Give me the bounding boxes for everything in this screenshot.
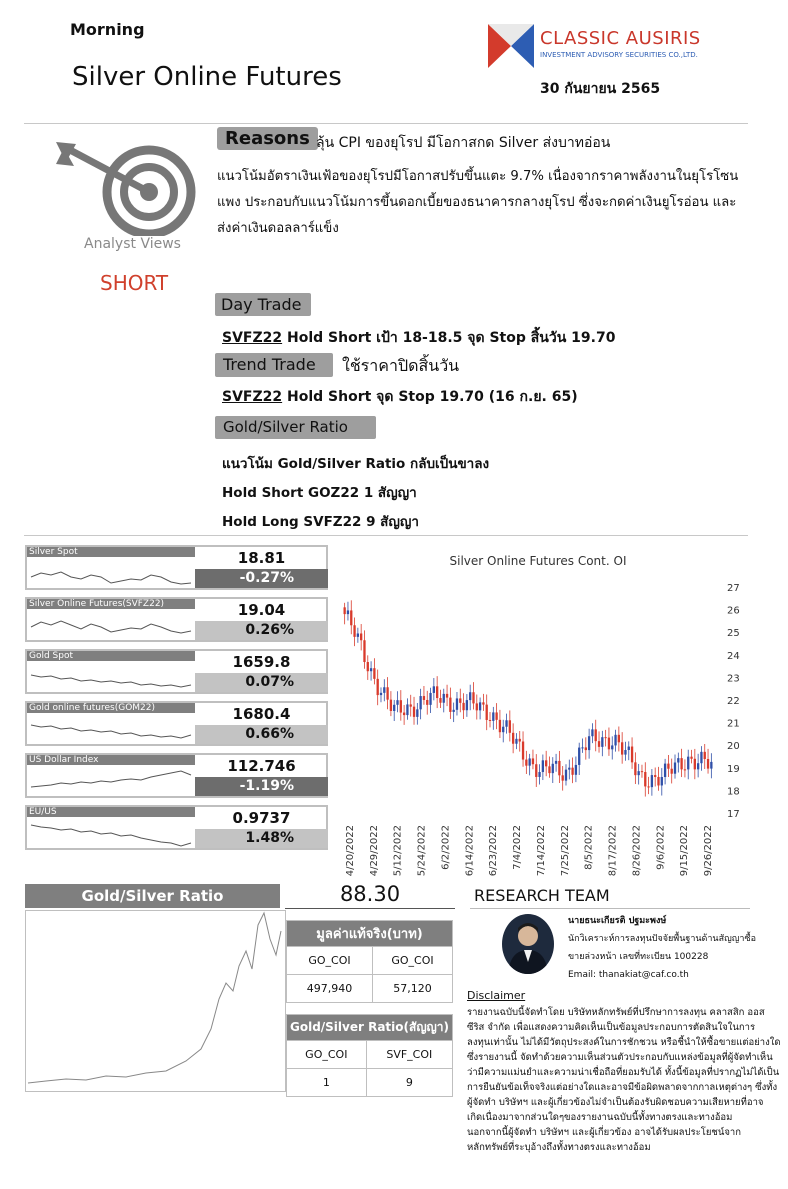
candle-body xyxy=(694,759,696,770)
table-cell: 497,940 xyxy=(287,975,373,1003)
x-tick-label: 4/29/2022 xyxy=(368,825,380,877)
gs-ratio-line-svg xyxy=(26,911,285,1091)
market-name: Silver Online Futures(SVFZ22) xyxy=(27,599,195,609)
reasons-line: แพง ประกอบกับแนวโน้มการขึ้นดอกเบี้ยของธนาคารกลางยุโรป ซึ่งจะกดค่าเงินยูโรอ่อน และ xyxy=(217,195,737,210)
candle-body xyxy=(604,737,606,738)
market-box-silver-spot xyxy=(25,545,328,590)
company-logo xyxy=(488,24,738,72)
market-change: -0.27% xyxy=(195,569,328,588)
disclaimer-line: รายงานฉบับนี้จัดทำโดย บริษัทหลักทรัพย์ที่ปรึกษาการลงทุน คลาสสิก ออส xyxy=(467,1007,765,1018)
market-change: 0.07% xyxy=(195,673,328,692)
candle-body xyxy=(575,765,577,775)
ratio-table xyxy=(286,1014,453,1097)
candle-body xyxy=(383,687,385,693)
candle-body xyxy=(684,769,686,770)
candle-body xyxy=(591,729,593,736)
y-tick-label: 18 xyxy=(727,786,740,798)
x-tick-label: 5/12/2022 xyxy=(392,825,404,877)
candle-body xyxy=(548,766,550,773)
disclaimer-line: ลงทุนเท่านั้น ไม่ได้มีวัตถุประสงค์ในการชักชวน หรือชี้นำให้ซื้อขายแต่อย่างใด xyxy=(467,1037,781,1048)
logo-mark-icon xyxy=(488,24,534,68)
candle-body xyxy=(651,775,653,787)
day-trade-signal xyxy=(222,327,615,349)
candle-body xyxy=(396,700,398,705)
y-tick-label: 23 xyxy=(727,673,740,685)
ratio-line: แนวโน้ม Gold/Silver Ratio กลับเป็นขาลง xyxy=(222,456,490,472)
silver-oi-chart xyxy=(335,545,751,880)
candle-body xyxy=(443,694,445,703)
candle-body xyxy=(486,705,488,720)
disclaimer-line: ซีริส จำกัด เพื่อแสดงความคิดเห็นเป็นข้อมูลประกอบการตัดสินใจในการ xyxy=(467,1022,756,1033)
candle-body xyxy=(661,777,663,785)
candle-body xyxy=(439,698,441,703)
candle-body xyxy=(571,768,573,775)
market-price: 112.746 xyxy=(227,757,296,775)
candle-body xyxy=(509,720,511,733)
market-change: 0.26% xyxy=(195,621,328,640)
y-tick-label: 27 xyxy=(727,583,740,594)
candle-body xyxy=(677,758,679,762)
market-box-silver-futures xyxy=(25,597,328,642)
candle-body xyxy=(710,762,712,769)
x-tick-label: 9/26/2022 xyxy=(703,825,714,877)
candle-body xyxy=(410,704,412,706)
ratio-section-lines xyxy=(222,450,489,537)
candle-body xyxy=(390,700,392,711)
candle-body xyxy=(525,760,527,766)
candle-body xyxy=(423,696,425,700)
value-table-title: มูลค่าแท้จริง(บาท) xyxy=(287,921,453,947)
candle-body xyxy=(641,771,643,772)
candle-body xyxy=(565,770,567,781)
candle-body xyxy=(585,747,587,750)
candle-body xyxy=(581,747,583,748)
candle-body xyxy=(538,772,540,777)
market-box-gold-futures xyxy=(25,701,328,746)
candle-body xyxy=(522,742,524,760)
candle-body xyxy=(367,662,369,671)
trend-trade-note: ใช้ราคาปิดสิ้นวัน xyxy=(342,356,460,375)
candle-body xyxy=(680,758,682,769)
target-arrow-icon xyxy=(52,140,198,236)
market-price: 1680.4 xyxy=(232,705,291,723)
x-tick-label: 6/14/2022 xyxy=(464,825,476,877)
x-tick-label: 9/15/2022 xyxy=(679,825,691,877)
analyst-avatar xyxy=(502,914,554,974)
reasons-line: ส่งค่าเงินดอลลาร์แข็ง xyxy=(217,221,339,236)
day-trade-symbol: SVFZ22 xyxy=(222,330,283,346)
candle-body xyxy=(555,761,557,764)
reasons-body xyxy=(217,164,738,242)
x-tick-label: 4/20/2022 xyxy=(345,825,356,877)
candle-body xyxy=(453,710,455,712)
candle-body xyxy=(697,763,699,769)
candle-body xyxy=(528,758,530,765)
gs-ratio-value: 88.30 xyxy=(339,882,401,906)
candle-body xyxy=(687,757,689,770)
candle-body xyxy=(667,764,669,769)
reasons-label: Reasons xyxy=(217,127,318,150)
market-name: Gold Spot xyxy=(27,651,195,661)
disclaimer-line: ว่ามีความแม่นยำและความน่าเชื่อถือที่ยอมรับได้ ทั้งนี้ข้อมูลที่ปรากฏไม่ได้เป็น xyxy=(467,1067,780,1078)
y-tick-label: 22 xyxy=(727,696,740,707)
trend-trade-signal xyxy=(222,386,578,408)
market-change: -1.19% xyxy=(195,777,328,796)
candle-body xyxy=(347,610,349,614)
candle-body xyxy=(700,752,702,763)
table-header: GO_COI xyxy=(287,947,373,975)
candle-body xyxy=(634,762,636,775)
sparkline xyxy=(29,611,193,641)
candle-body xyxy=(446,694,448,698)
trend-trade-badge xyxy=(215,353,333,377)
gs-ratio-value-underline xyxy=(285,908,455,909)
day-trade-text: Hold Short เป้า 18-18.5 จุด Stop สิ้นวัน 19.70 xyxy=(282,330,616,346)
research-contact xyxy=(568,912,756,984)
candle-body xyxy=(601,737,603,747)
ratio-section-label: Gold/Silver Ratio xyxy=(223,418,348,436)
candle-body xyxy=(403,713,405,716)
candle-body xyxy=(456,698,458,709)
candle-body xyxy=(502,727,504,732)
candle-body xyxy=(380,693,382,695)
candle-body xyxy=(449,698,451,712)
candle-body xyxy=(664,764,666,777)
candle-body xyxy=(515,739,517,744)
trend-trade-text: Hold Short จุด Stop 19.70 (16 ก.ย. 65) xyxy=(282,389,578,405)
candle-body xyxy=(360,633,362,640)
candle-body xyxy=(707,759,709,769)
table-header: SVF_COI xyxy=(366,1041,452,1069)
market-change: 1.48% xyxy=(195,829,328,848)
disclaimer xyxy=(467,988,781,1155)
x-tick-label: 8/5/2022 xyxy=(583,825,595,870)
table-header: GO_COI xyxy=(372,947,452,975)
reasons-headline: ลุ้น CPI ของยุโรป มีโอกาสกด Silver ส่งบาทอ่อน xyxy=(316,135,611,151)
x-tick-label: 7/14/2022 xyxy=(535,825,547,877)
sparkline xyxy=(29,715,193,745)
candle-body xyxy=(462,703,464,710)
candle-body xyxy=(631,747,633,763)
x-tick-label: 9/6/2022 xyxy=(655,825,667,870)
candle-body xyxy=(492,712,494,720)
disclaimer-line: ผู้จัดทำ บริษัทฯ และผู้เกี่ยวข้องไม่จำเป็นต้องรับผิดชอบความเสียหายที่อาจ xyxy=(467,1097,764,1108)
research-team-heading: RESEARCH TEAM xyxy=(474,886,610,905)
table-cell: 57,120 xyxy=(372,975,452,1003)
candle-body xyxy=(644,772,646,786)
candle-body xyxy=(466,700,468,710)
candle-body xyxy=(611,745,613,749)
candle-body xyxy=(363,640,365,662)
header-divider xyxy=(24,123,748,124)
trend-trade-symbol: SVFZ22 xyxy=(222,389,283,405)
candle-body xyxy=(350,610,352,625)
y-tick-label: 17 xyxy=(727,809,740,820)
candle-body xyxy=(578,748,580,765)
market-price: 0.9737 xyxy=(232,809,291,827)
analyst-role: นักวิเคราะห์การลงทุนปัจจัยพื้นฐานด้านสัญญาซื้อ xyxy=(568,934,756,944)
x-tick-label: 7/4/2022 xyxy=(512,825,524,870)
x-tick-label: 7/25/2022 xyxy=(559,825,571,877)
candlestick-chart-svg xyxy=(335,545,751,880)
candle-body xyxy=(638,771,640,775)
mid-divider xyxy=(24,535,748,536)
page-title: Silver Online Futures xyxy=(72,62,342,92)
disclaimer-line: การยืนยันข้อเท็จจริงแต่อย่างใดและอาจมีข้อผิดพลาดจากกาลเหตุต่างๆ ซึ่งทั้ง xyxy=(467,1082,778,1093)
gs-ratio-label: Gold/Silver Ratio xyxy=(81,887,224,905)
disclaimer-line: ซึ่งรายงานนี้ จัดทำด้วยความเห็นส่วนตัวประกอบกับแหล่งข้อมูลที่ผู้จัดทำเห็น xyxy=(467,1052,773,1063)
market-price: 19.04 xyxy=(237,601,286,619)
candle-body xyxy=(542,760,544,772)
y-tick-label: 20 xyxy=(727,741,740,753)
table-cell: 1 xyxy=(287,1069,367,1097)
candle-body xyxy=(357,633,359,636)
candle-body xyxy=(532,758,534,764)
candle-body xyxy=(568,768,570,770)
day-trade-badge xyxy=(215,293,311,316)
candle-body xyxy=(353,625,355,637)
disclaimer-title: Disclaimer xyxy=(467,989,526,1002)
x-tick-label: 6/23/2022 xyxy=(488,825,500,877)
candle-body xyxy=(436,686,438,698)
x-tick-label: 5/24/2022 xyxy=(416,825,428,877)
disclaimer-line: นอกจากนี้ผู้จัดทำ บริษัทฯ และผู้เกี่ยวข้อง อาจได้รับผลประโยชน์จาก xyxy=(467,1127,741,1138)
candle-body xyxy=(588,736,590,750)
candle-body xyxy=(426,700,428,705)
candle-body xyxy=(413,707,415,717)
candle-body xyxy=(495,712,497,719)
analyst-views-caption: Analyst Views xyxy=(84,236,181,252)
candle-body xyxy=(545,760,547,766)
analyst-email: Email: thanakiat@caf.co.th xyxy=(568,970,689,980)
disclaimer-line: เกิดเนื่องมาจากส่วนใดๆของรายงานฉบับนี้ทั้งทางตรงและทางอ้อม xyxy=(467,1112,733,1123)
candle-body xyxy=(562,775,564,780)
sparkline xyxy=(29,819,193,849)
y-tick-label: 25 xyxy=(727,628,740,640)
day-trade-label: Day Trade xyxy=(221,295,302,314)
candle-body xyxy=(393,705,395,711)
y-tick-label: 19 xyxy=(727,763,740,775)
candle-body xyxy=(657,777,659,786)
trend-trade-label: Trend Trade xyxy=(223,355,316,374)
market-price: 1659.8 xyxy=(232,653,291,671)
candle-body xyxy=(647,786,649,787)
candle-body xyxy=(519,739,521,742)
analyst-license: ขายล่วงหน้า เลขที่ทะเบียน 100228 xyxy=(568,952,709,962)
chart-title: Silver Online Futures Cont. OI xyxy=(449,554,627,568)
candle-body xyxy=(489,720,491,721)
candle-body xyxy=(429,693,431,705)
candle-body xyxy=(608,738,610,750)
candle-body xyxy=(621,742,623,754)
table-header: GO_COI xyxy=(287,1041,367,1069)
y-tick-label: 26 xyxy=(727,605,740,617)
candle-body xyxy=(377,679,379,695)
reasons-line: แนวโน้มอัตราเงินเฟ้อของยุโรปมีโอกาสปรับขึ้นแตะ 9.7% เนื่องจากราคาพลังงานในยุโรโซน xyxy=(217,169,739,184)
candle-body xyxy=(614,735,616,746)
value-table xyxy=(286,920,453,1003)
candle-body xyxy=(469,692,471,700)
candle-body xyxy=(476,703,478,710)
research-heading-underline xyxy=(470,908,750,909)
candle-body xyxy=(552,764,554,773)
ratio-table-title: Gold/Silver Ratio(สัญญา) xyxy=(287,1015,453,1041)
y-tick-label: 21 xyxy=(727,718,740,730)
reasons-badge xyxy=(217,128,318,149)
market-name: EU/US xyxy=(27,807,195,817)
candle-body xyxy=(512,733,514,744)
x-tick-label: 8/17/2022 xyxy=(607,825,619,877)
candle-body xyxy=(482,702,484,704)
analyst-name: นายธนะเกียรติ ปฐมะพงษ์ xyxy=(568,916,667,926)
session-label: Morning xyxy=(70,20,145,39)
candle-body xyxy=(373,668,375,679)
candle-body xyxy=(654,775,656,777)
candle-body xyxy=(704,752,706,759)
candle-body xyxy=(386,687,388,699)
candle-body xyxy=(558,761,560,775)
gs-ratio-header xyxy=(25,884,280,908)
gs-ratio-chart xyxy=(25,910,286,1092)
candle-body xyxy=(628,747,630,750)
candle-body xyxy=(400,700,402,712)
candle-body xyxy=(624,750,626,755)
disclaimer-line: หลักทรัพย์ที่ระบุอ้างถึงทั้งทางตรงและทางอ้อม xyxy=(467,1142,651,1153)
candle-body xyxy=(416,709,418,717)
ratio-line: Hold Short GOZ22 1 สัญญา xyxy=(222,485,417,501)
analyst-view-short: SHORT xyxy=(100,271,169,295)
analyst-portrait-icon xyxy=(502,914,554,974)
candle-body xyxy=(505,720,507,726)
candle-body xyxy=(598,741,600,747)
market-price: 18.81 xyxy=(237,549,286,567)
candle-body xyxy=(535,764,537,777)
y-tick-label: 24 xyxy=(727,650,740,662)
brand-name: CLASSIC AUSIRIS xyxy=(540,28,701,49)
x-tick-label: 6/2/2022 xyxy=(440,825,452,870)
candle-body xyxy=(472,692,474,703)
analyst-target-graphic xyxy=(52,140,198,236)
market-box-eu-us xyxy=(25,805,328,850)
ratio-line: Hold Long SVFZ22 9 สัญญา xyxy=(222,514,420,530)
candle-body xyxy=(499,720,501,732)
candle-body xyxy=(343,607,345,614)
candle-body xyxy=(479,702,481,710)
table-cell: 9 xyxy=(366,1069,452,1097)
candle-body xyxy=(618,735,620,742)
sparkline xyxy=(29,663,193,693)
candle-body xyxy=(459,698,461,702)
brand-subtitle: INVESTMENT ADVISORY SECURITIES CO.,LTD. xyxy=(540,51,698,59)
market-name: Gold online futures(GOM22) xyxy=(27,703,195,713)
x-tick-label: 8/26/2022 xyxy=(631,825,643,877)
candle-body xyxy=(419,696,421,709)
candle-body xyxy=(370,668,372,671)
market-name: Silver Spot xyxy=(27,547,195,557)
candle-body xyxy=(690,757,692,759)
report-date: 30 กันยายน 2565 xyxy=(540,81,661,97)
candle-body xyxy=(433,686,435,693)
candle-body xyxy=(671,769,673,774)
candle-body xyxy=(406,704,408,715)
sparkline xyxy=(29,559,193,589)
ratio-section-badge xyxy=(215,416,376,439)
candle-body xyxy=(595,729,597,741)
market-box-gold-spot xyxy=(25,649,328,694)
market-box-us-dollar-index xyxy=(25,753,328,798)
market-name: US Dollar Index xyxy=(27,755,195,765)
candle-body xyxy=(674,763,676,774)
market-change: 0.66% xyxy=(195,725,328,744)
sparkline xyxy=(29,767,193,797)
